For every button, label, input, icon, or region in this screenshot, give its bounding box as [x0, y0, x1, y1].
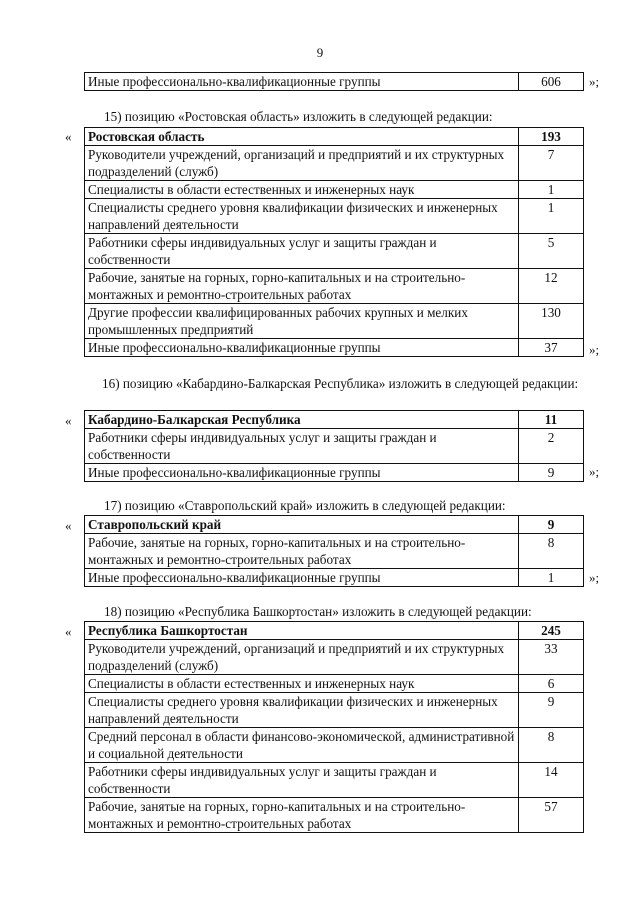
- table-row: [85, 429, 584, 464]
- table-row: [85, 234, 584, 269]
- row-label: Иные профессионально-квалификационные группы: [85, 569, 519, 587]
- table-row: [85, 269, 584, 304]
- row-value: 1: [519, 181, 584, 199]
- row-value: 57: [519, 798, 584, 833]
- table-row: [85, 464, 584, 482]
- table-row: [85, 181, 584, 199]
- row-label: Работники сферы индивидуальных услуг и защиты граждан и собственности: [85, 429, 519, 464]
- row-label: Специалисты в области естественных и инженерных наук: [85, 675, 519, 693]
- row-label: Работники сферы индивидуальных услуг и защиты граждан и собственности: [85, 234, 519, 269]
- region-name: Ростовская область: [85, 128, 519, 146]
- row-value: 14: [519, 763, 584, 798]
- row-label: Средний персонал в области финансово-экономической, административной и социальной деятельности: [85, 728, 519, 763]
- row-value: 1: [519, 569, 584, 587]
- row-label: Руководители учреждений, организаций и предприятий и их структурных подразделений (служб): [85, 146, 519, 181]
- closing-quote: »;: [589, 464, 600, 479]
- table-row: [85, 339, 584, 357]
- region-name: Республика Башкортостан: [85, 622, 519, 640]
- instruction-16: 16) позицию «Кабардино-Балкарская Республика» изложить в следующей редакции:: [102, 376, 579, 391]
- table-row: [85, 675, 584, 693]
- row-value: 8: [519, 728, 584, 763]
- closing-quote: »;: [589, 342, 600, 357]
- table-row: [85, 640, 584, 675]
- opening-quote: «: [65, 129, 72, 144]
- row-value: 606: [519, 73, 584, 91]
- table-row: [85, 763, 584, 798]
- row-value: 7: [519, 146, 584, 181]
- table-row: [85, 199, 584, 234]
- opening-quote: «: [65, 413, 72, 428]
- table-row: [85, 798, 584, 833]
- opening-quote: «: [65, 518, 72, 533]
- table-header-row: [85, 128, 584, 146]
- table-row: [85, 534, 584, 569]
- region-total: 193: [519, 128, 584, 146]
- row-label: Специалисты среднего уровня квалификации физических и инженерных направлений деятельности: [85, 693, 519, 728]
- row-value: 1: [519, 199, 584, 234]
- table-row: [85, 569, 584, 587]
- region-total: 11: [519, 411, 584, 429]
- row-label: Рабочие, занятые на горных, горно-капитальных и на строительно-монтажных и ремонтно-строительных работах: [85, 269, 519, 304]
- region-name: Кабардино-Балкарская Республика: [85, 411, 519, 429]
- row-value: 9: [519, 464, 584, 482]
- table-header-row: [85, 411, 584, 429]
- row-label: Иные профессионально-квалификационные группы: [85, 339, 519, 357]
- row-label: Специалисты в области естественных и инженерных наук: [85, 181, 519, 199]
- table-row: [85, 146, 584, 181]
- instruction-17: 17) позицию «Ставропольский край» изложить в следующей редакции:: [104, 498, 506, 513]
- table-header-row: [85, 516, 584, 534]
- table-header-row: [85, 622, 584, 640]
- table-row: [85, 728, 584, 763]
- table-row: [85, 693, 584, 728]
- region-total: 9: [519, 516, 584, 534]
- row-label: Иные профессионально-квалификационные группы: [85, 73, 519, 91]
- row-value: 12: [519, 269, 584, 304]
- table-row: [85, 304, 584, 339]
- row-label: Работники сферы индивидуальных услуг и защиты граждан и собственности: [85, 763, 519, 798]
- table-row: [85, 73, 584, 91]
- row-label: Руководители учреждений, организаций и предприятий и их структурных подразделений (служб): [85, 640, 519, 675]
- row-value: 6: [519, 675, 584, 693]
- row-value: 37: [519, 339, 584, 357]
- closing-quote: »;: [589, 570, 600, 585]
- row-label: Рабочие, занятые на горных, горно-капитальных и на строительно-монтажных и ремонтно-строительных работах: [85, 798, 519, 833]
- instruction-15: 15) позицию «Ростовская область» изложить в следующей редакции:: [104, 109, 493, 124]
- row-value: 8: [519, 534, 584, 569]
- region-total: 245: [519, 622, 584, 640]
- row-value: 5: [519, 234, 584, 269]
- row-label: Специалисты среднего уровня квалификации физических и инженерных направлений деятельности: [85, 199, 519, 234]
- row-label: Рабочие, занятые на горных, горно-капитальных и на строительно-монтажных и ремонтно-строительных работах: [85, 534, 519, 569]
- region-table-bashkortostan: [84, 621, 584, 833]
- region-name: Ставропольский край: [85, 516, 519, 534]
- row-value: 2: [519, 429, 584, 464]
- region-table-kbr: [84, 410, 584, 482]
- region-table-stavropol: [84, 515, 584, 587]
- row-value: 130: [519, 304, 584, 339]
- row-value: 33: [519, 640, 584, 675]
- row-label: Другие профессии квалифицированных рабочих крупных и мелких промышленных предприятий: [85, 304, 519, 339]
- opening-quote: «: [65, 624, 72, 639]
- row-value: 9: [519, 693, 584, 728]
- continuation-table: [84, 72, 584, 91]
- instruction-18: 18) позицию «Республика Башкортостан» изложить в следующей редакции:: [104, 604, 532, 619]
- row-label: Иные профессионально-квалификационные группы: [85, 464, 519, 482]
- region-table-rostov: [84, 127, 584, 357]
- closing-quote: »;: [589, 74, 600, 89]
- page-number: 9: [316, 45, 324, 60]
